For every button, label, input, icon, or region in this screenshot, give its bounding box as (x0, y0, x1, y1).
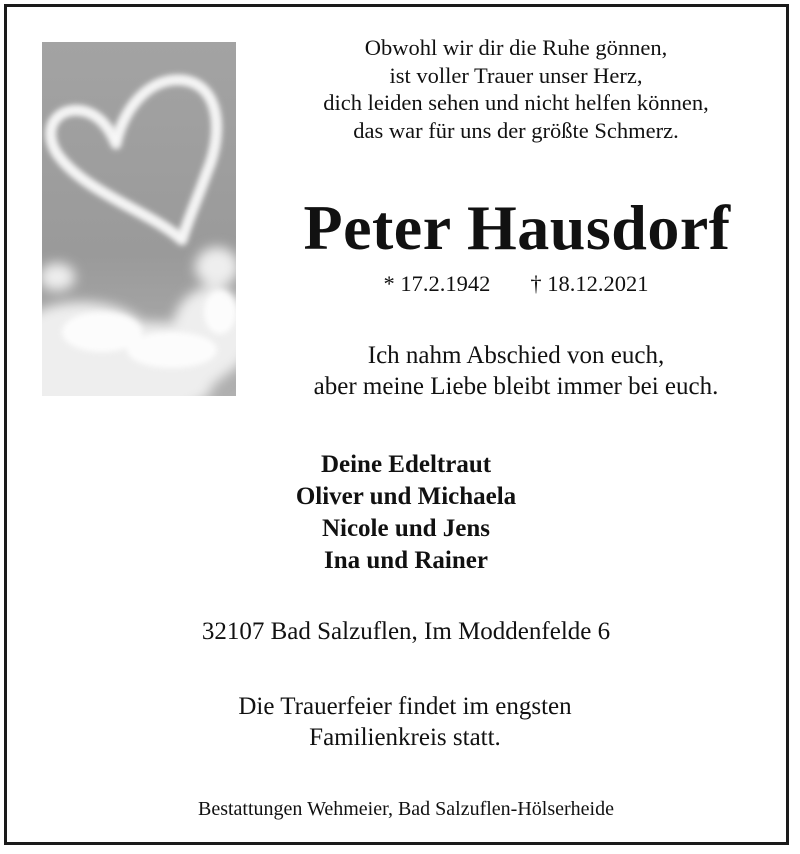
mourner-name: Deine Edeltraut (320, 451, 492, 478)
ceremony-notice (150, 691, 660, 753)
poem-line: das war für uns der größte Schmerz. (353, 117, 679, 143)
mourner-name: Ina und Rainer (324, 547, 488, 574)
birth-date: * 17.2.1942 (383, 271, 491, 296)
quote-line: Ich nahm Abschied von euch, (367, 342, 665, 369)
death-date: † 18.12.2021 (530, 271, 649, 296)
family-address: 32107 Bad Salzuflen, Im Moddenfelde 6 (201, 618, 611, 645)
mourner-name: Oliver und Michaela (295, 483, 517, 510)
ceremony-line: Familienkreis statt. (309, 724, 501, 751)
quote-line: aber meine Liebe bleibt immer bei euch. (313, 373, 719, 400)
cloud-heart-photo (42, 42, 236, 396)
life-dates (256, 270, 776, 298)
mourners-list (200, 449, 612, 577)
memorial-poem (256, 34, 776, 144)
deceased-name: Peter Hausdorf (303, 192, 731, 263)
mourner-name: Nicole und Jens (321, 515, 491, 542)
farewell-quote (256, 340, 776, 402)
poem-line: Obwohl wir dir die Ruhe gönnen, (364, 35, 668, 60)
poem-line: dich leiden sehen und nicht helfen können, (323, 90, 709, 115)
funeral-home: Bestattungen Wehmeier, Bad Salzuflen-Hölserheide (198, 798, 614, 820)
ceremony-line: Die Trauerfeier findet im engsten (238, 693, 572, 720)
poem-line: ist voller Trauer unser Herz, (389, 62, 643, 88)
